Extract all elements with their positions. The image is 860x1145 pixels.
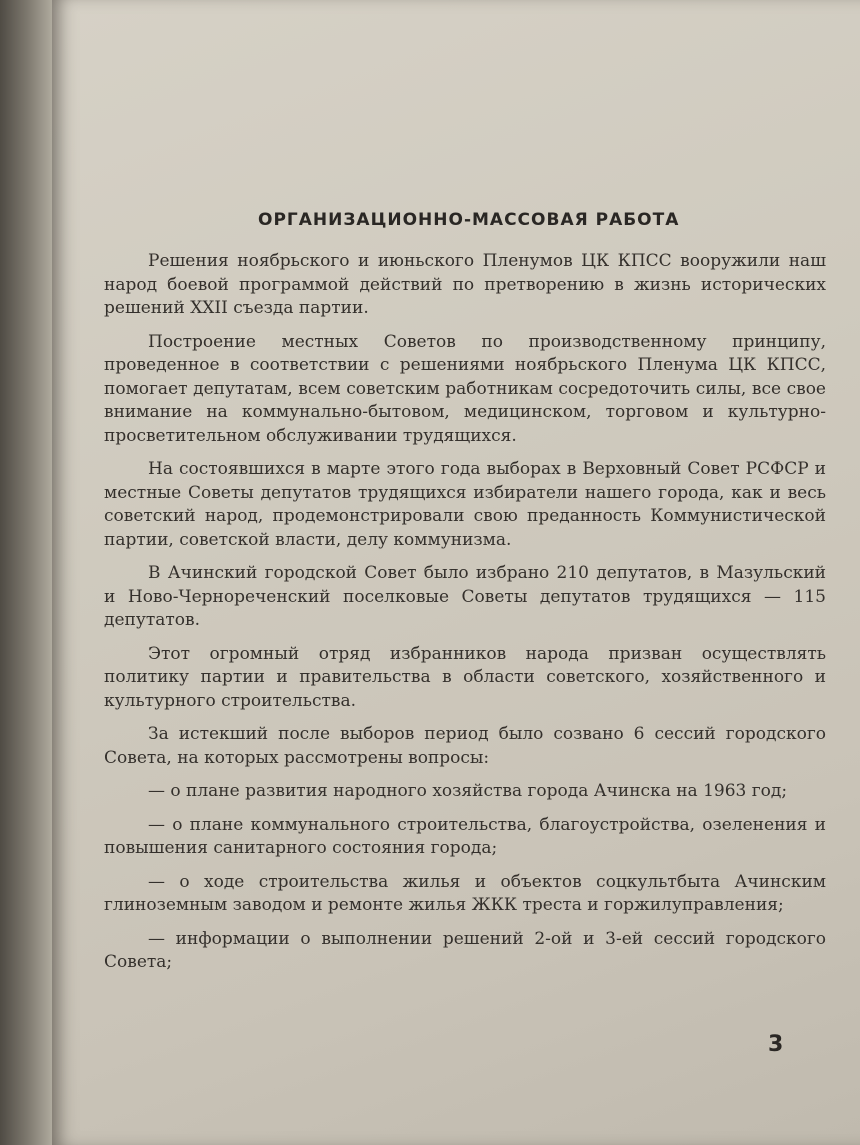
book-spine-shadow — [0, 0, 60, 1145]
paragraph: За истекший после выборов период было созвано 6 сессий городского Совета, на которых рассмотрены вопросы: — [104, 724, 826, 768]
paragraph: На состоявшихся в марте этого года выборах в Верховный Совет РСФСР и местные Советы депутатов трудящихся избиратели нашего города, как и весь советский народ, продемонстрировали свою преданность Коммунистической партии, советской власти, делу коммунизма. — [104, 459, 826, 550]
paragraph: В Ачинский городской Совет было избрано 210 депутатов, в Мазульский и Ново-Чернореченский поселковые Советы депутатов трудящихся — 115 депутатов. — [104, 563, 826, 630]
list-item: — о плане развития народного хозяйства города Ачинска на 1963 год; — [148, 781, 788, 801]
list-item: — о плане коммунального строительства, благоустройства, озеленения и повышения санитарного состояния города; — [104, 814, 826, 858]
page-number: 3 — [768, 1032, 784, 1057]
paragraph: Решения ноябрьского и июньского Пленумов ЦК КПСС вооружили наш народ боевой программой действий по претворению в жизнь исторических решений XXII съезда партии. — [104, 251, 826, 318]
list-item: — о ходе строительства жилья и объектов соцкультбыта Ачинским глиноземным заводом и ремонте жилья ЖКК треста и горжилуправления; — [104, 871, 826, 915]
list-item: — информации о выполнении решений 2-ой и 3-ей сессий городского Совета; — [104, 928, 826, 972]
paragraph: Построение местных Советов по производственному принципу, проведенное в соответствии с решениями ноябрьского Пленума ЦК КПСС, помогает депутатам, всем советским работникам сосредоточить силы, все свое внимание на коммунально-бытовом, медицинском, торговом и культурно-просветительном обслуживании трудящихся. — [104, 331, 826, 446]
body-text — [104, 250, 826, 985]
section-title: ОРГАНИЗАЦИОННО-МАССОВАЯ РАБОТА — [258, 210, 680, 230]
book-page — [52, 0, 860, 1145]
paragraph: Этот огромный отряд избранников народа призван осуществлять политику партии и правительства в области советского, хозяйственного и культурного строительства. — [104, 643, 826, 711]
